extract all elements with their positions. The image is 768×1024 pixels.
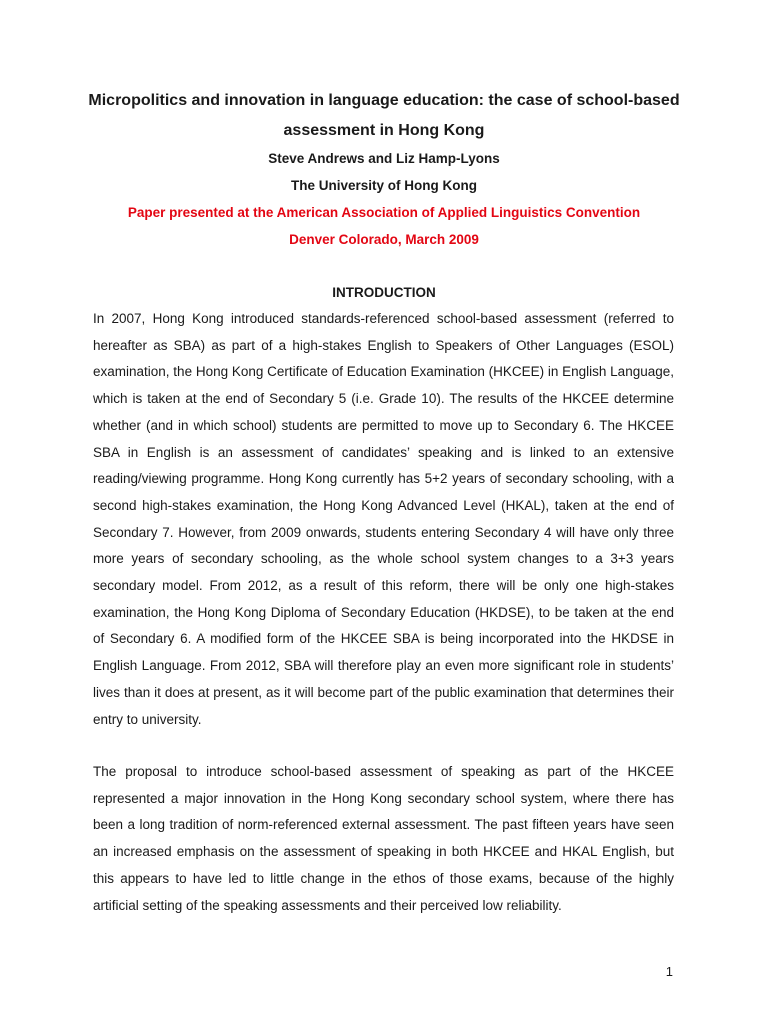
page-number: 1	[665, 964, 673, 979]
paper-affiliation: The University of Hong Kong	[290, 178, 477, 193]
paper-title: Micropolitics and innovation in language education: the case of school-based assessment in Hong Kong	[88, 92, 680, 139]
body-paragraph-1: In 2007, Hong Kong introduced standards-referenced school-based assessment (referred to hereafter as SBA) as part of a high-stakes English to Speakers of Other Languages (ESOL) examination, the Hong Kong Certificate of Education Examination (HKCEE) in English Language, which is taken at the end of Secondary 5 (i.e. Grade 10). The results of the HKCEE determine whether (and in which school) students are permitted to move up to Secondary 6. The HKCEE SBA in English is an assessment of candidates’ speaking and is linked to an extensive reading/viewing programme. Hong Kong currently has 5+2 years of secondary schooling, with a second high-stakes examination, the Hong Kong Advanced Level (HKAL), taken at the end of Secondary 7. However, from 2009 onwards, students entering Secondary 4 will have only three more years of secondary schooling, as the whole school system changes to a 3+3 years secondary model. From 2012, as a result of this reform, there will be only one high-stakes examination, the Hong Kong Diploma of Secondary Education (HKDSE), to be taken at the end of Secondary 6. A modified form of the HKCEE SBA is being incorporated into the HKDSE in English Language. From 2012, SBA will therefore play an even more significant role in students’ lives than it does at present, as it will become part of the public examination that determines their entry to university.	[93, 311, 674, 727]
paper-authors: Steve Andrews and Liz Hamp-Lyons	[268, 151, 500, 166]
presentation-note: Paper presented at the American Association of Applied Linguistics Convention	[127, 205, 641, 220]
section-heading: INTRODUCTION	[332, 285, 436, 300]
body-paragraph-2: The proposal to introduce school-based assessment of speaking as part of the HKCEE represented a major innovation in the Hong Kong secondary school system, where there has been a long tradition of norm-referenced external assessment. The past fifteen years have seen an increased emphasis on the assessment of speaking in both HKCEE and HKAL English, but this appears to have led to little change in the ethos of those exams, because of the highly artificial setting of the speaking assessments and their perceived low reliability.	[93, 764, 674, 913]
presentation-location-date: Denver Colorado, March 2009	[289, 232, 479, 247]
